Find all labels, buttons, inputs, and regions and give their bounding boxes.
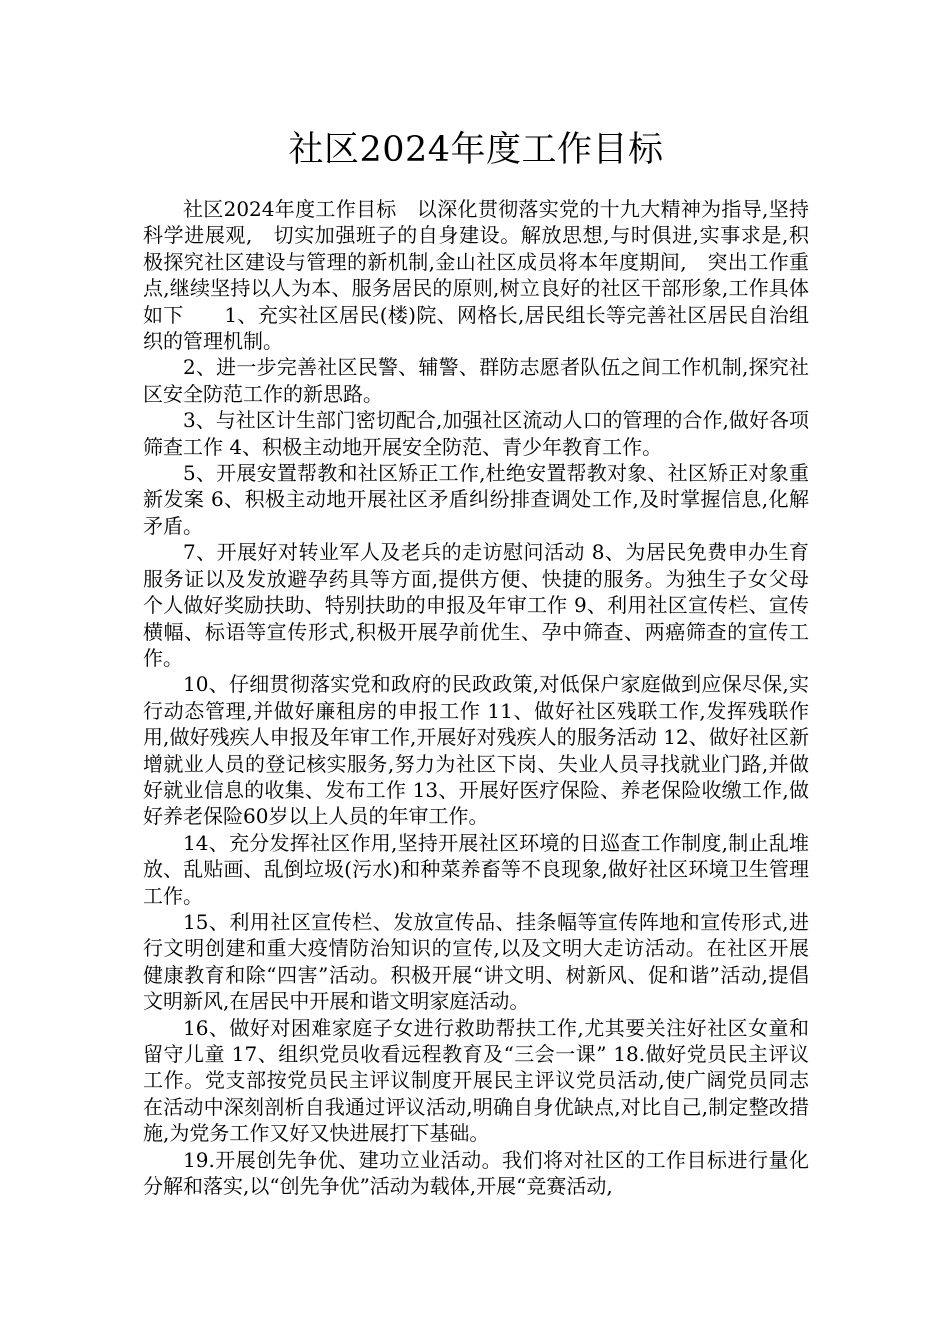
- paragraph-intro: 社区2024年度工作目标 以深化贯彻落实党的十九大精神为指导,坚持科学进展观, 切实加强班子的自身建设。解放思想,与时俱进,实事求是,积 极探究社区建设与管理的新机制,金山社区成员将本年度期间, 突出工作重点,继续坚持以人为本、服务居民的原则,树立良好的社区干部形象,工作具体如下 1、充实社区居民(楼)院、网格长,居民组长等完善社区居民自治组织的管理机制。: [143, 197, 829, 354]
- paragraph-15: 15、利用社区宣传栏、发放宣传品、挂条幅等宣传阵地和宣传形式,进行文明创建和重大疫情防治知识的宣传,以及文明大走访活动。在社区开展健康教育和除“四害”活动。积极开展“讲文明、树新风、促和谐”活动,提倡文明新风,在居民中开展和谐文明家庭活动。: [143, 909, 809, 1014]
- paragraph-5: 5、开展安置帮教和社区矫正工作,杜绝安置帮教对象、社区矫正对象重新发案 6、积极主动地开展社区矛盾纠纷排查调处工作,及时掌握信息,化解矛盾。: [143, 461, 809, 538]
- document-title: 社区2024年度工作目标: [288, 130, 664, 170]
- paragraph-19: 19.开展创先争优、建功立业活动。我们将对社区的工作目标进行量化分解和落实,以“创先争优”活动为载体,开展“竞赛活动,: [143, 1147, 809, 1199]
- paragraph-16: 16、做好对困难家庭子女进行救助帮扶工作,尤其要关注好社区女童和留守儿童 17、组织党员收看远程教育及“三会一课” 18.做好党员民主评议工作。党支部按党员民主评议制度开展民主评议党员活动,使广阔党员同志在活动中深刻剖析自我通过评议活动,明确自身优缺点,对比自己,制定整改措施,为党务工作又好又快进展打下基础。: [143, 1015, 809, 1146]
- paragraph-3: 3、与社区计生部门密切配合,加强社区流动人口的管理的合作,做好各项筛查工作 4、积极主动地开展安全防范、青少年教育工作。: [143, 408, 809, 459]
- paragraph-10: 10、仔细贯彻落实党和政府的民政政策,对低保户家庭做到应保尽保,实行动态管理,并做好廉租房的申报工作 11、做好社区残联工作,发挥残联作用,做好残疾人申报及年审工作,开展好对残疾人的服务活动 12、做好社区新增就业人员的登记核实服务,努力为社区下岗、失业人员寻找就业门路,并做好就业信息的收集、发布工作 13、开展好医疗保险、养老保险收缴工作,做好养老保险60岁以上人员的年审工作。: [143, 672, 809, 829]
- document-page: [143, 128, 829, 1199]
- paragraph-14: 14、充分发挥社区作用,坚持开展社区环境的日巡查工作制度,制止乱堆放、乱贴画、乱倒垃圾(污水)和种菜养畜等不良现象,做好社区环境卫生管理工作。: [143, 830, 809, 908]
- paragraph-7: 7、开展好对转业军人及老兵的走访慰问活动 8、为居民免费申办生育服务证以及发放避孕药具等方面,提供方便、快捷的服务。为独生子女父母个人做好奖励扶助、特别扶助的申报及年审工作 9、利用社区宣传栏、宣传横幅、标语等宣传形式,积极开展孕前优生、孕中筛查、两癌筛查的宣传工作。: [143, 540, 809, 670]
- document-body: [143, 196, 829, 1199]
- paragraph-2: 2、进一步完善社区民警、辅警、群防志愿者队伍之间工作机制,探究社区安全防范工作的新思路。: [143, 355, 809, 406]
